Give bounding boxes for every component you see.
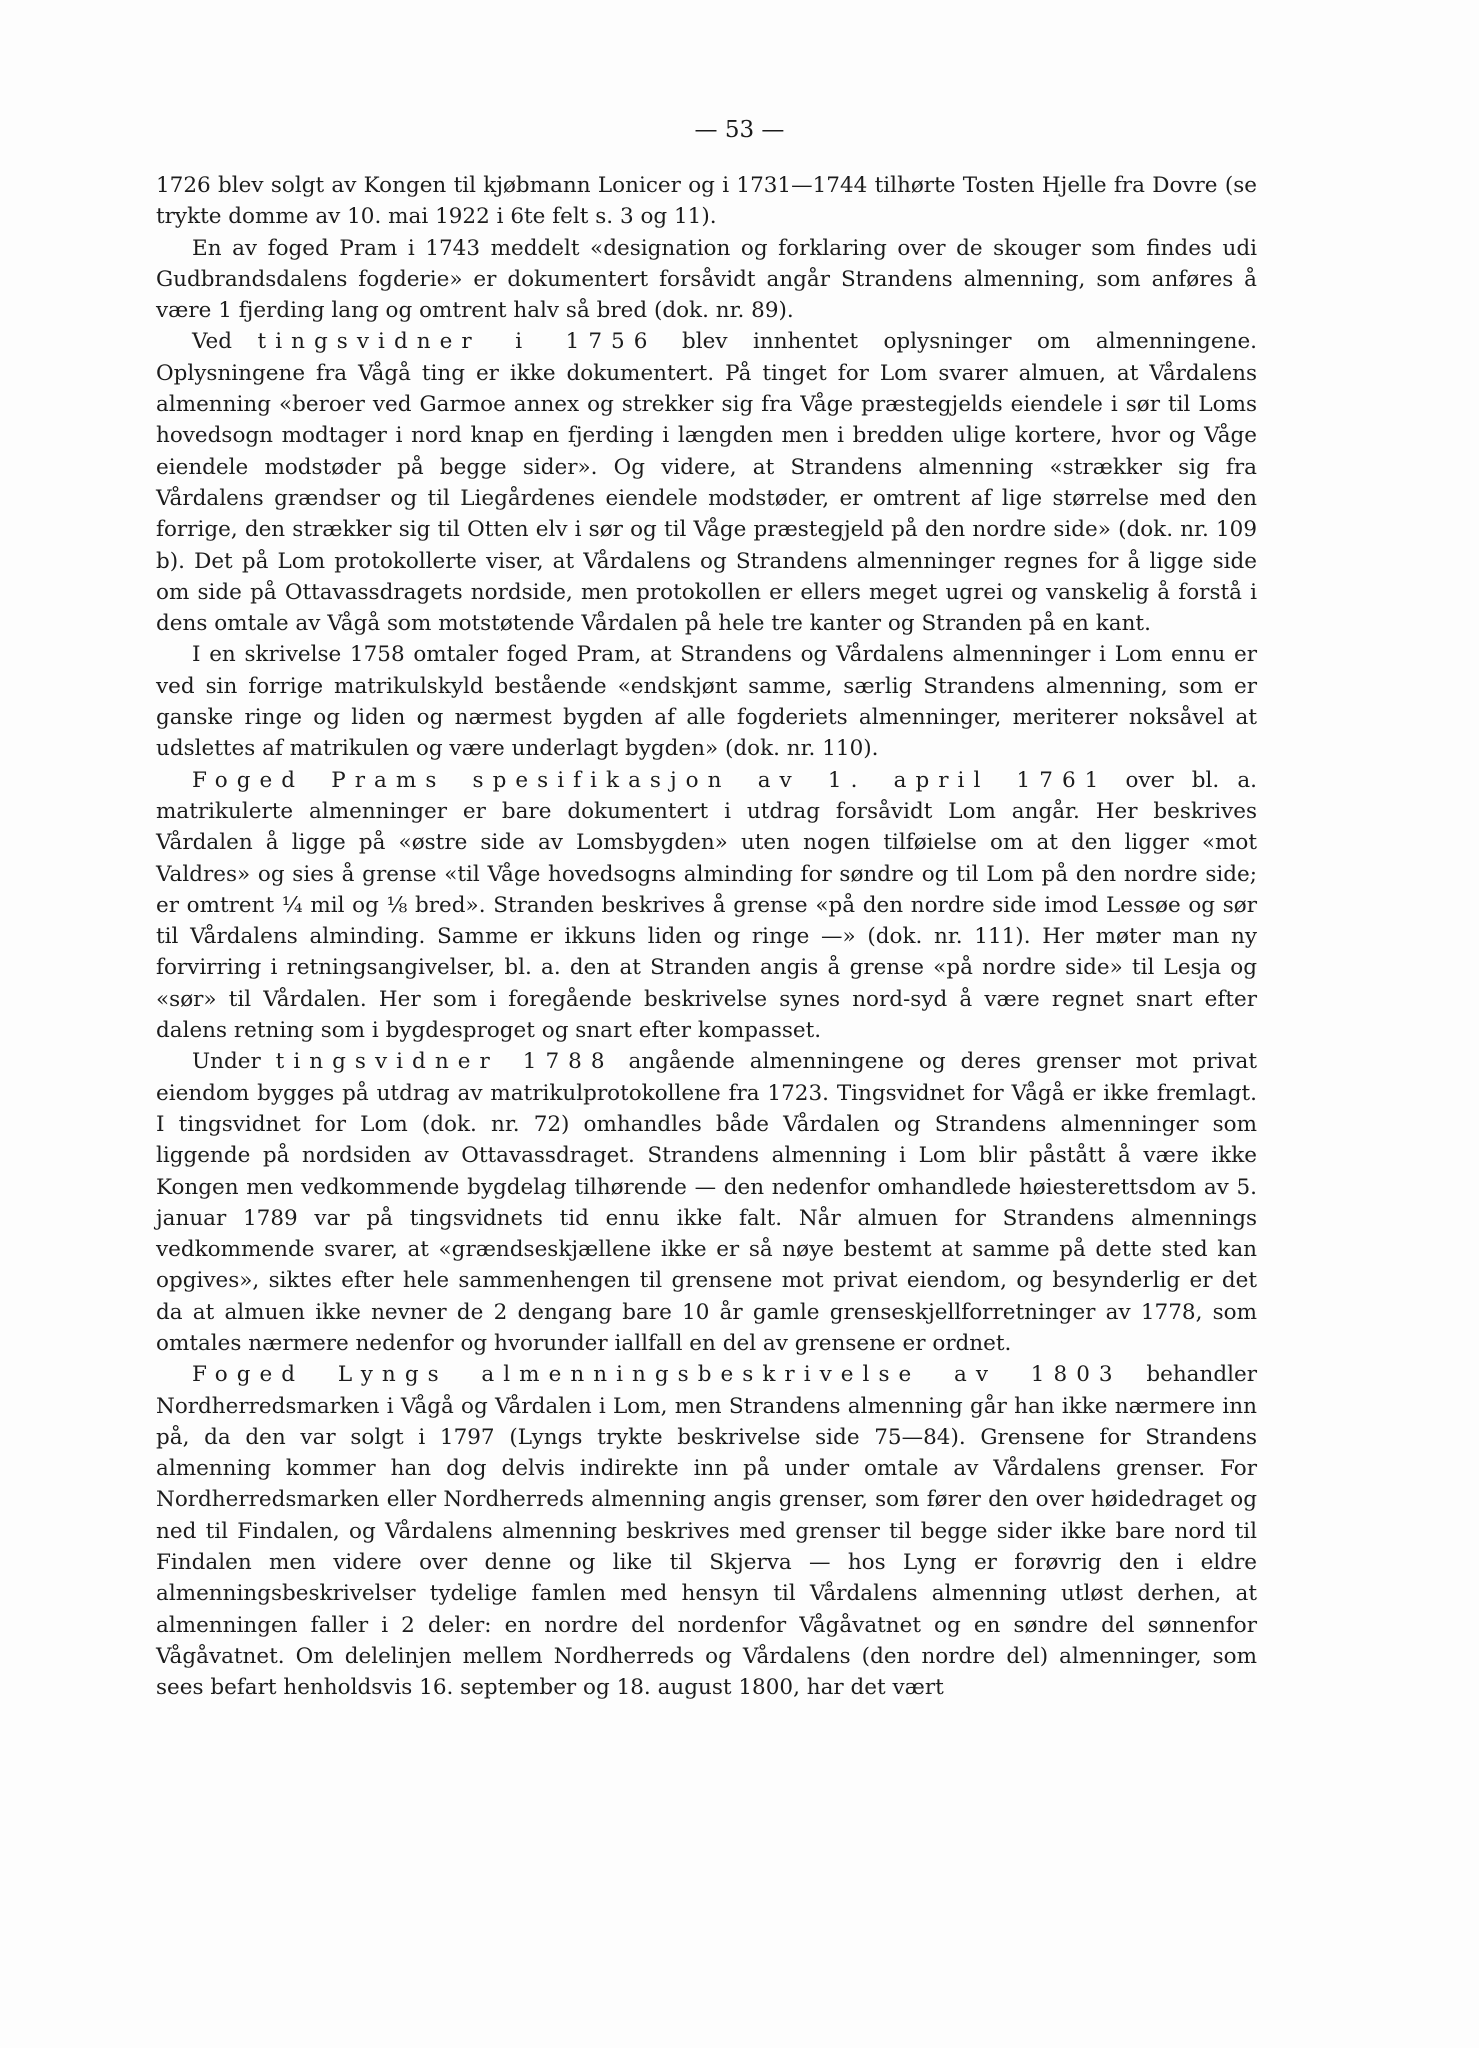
body-text	[156, 170, 1257, 1704]
paragraph	[156, 639, 1257, 764]
paragraph-text: Under	[192, 1049, 276, 1075]
paragraph	[156, 1359, 1257, 1703]
paragraph-text: I en skrivelse 1758 omtaler foged Pram, at Strandens og Vårdalens almenninger i Lom ennu er ved sin forrige matrikulskyld bestående «endskjønt samme, særlig Strandens almenning, som er ganske ringe og liden og nærmest bygden af alle fogderiets almenninger, meriterer noksåvel at udslettes af matrikulen og være underlagt bygden» (dok. nr. 110).	[156, 642, 1257, 762]
paragraph-text: En av foged Pram i 1743 meddelt «designation og forklaring over de skouger som findes udi Gudbrandsdalens fogderie» er dokumentert forsåvidt angår Strandens almenning, som anføres å være 1 fjerding lang og omtrent halv så bred (dok. nr. 89).	[156, 235, 1257, 324]
paragraph-text: 1726 blev solgt av Kongen til kjøbmann Lonicer og i 1731—1744 tilhørte Tosten Hjelle fra Dovre (se trykte domme av 10. mai 1922 i 6te felt s. 3 og 11).	[156, 173, 1257, 230]
paragraph-text: over bl. a. matrikulerte almenninger er bare dokumentert i utdrag forsåvidt Lom angår. Her beskrives Vårdalen å ligge på «østre side av Lomsbygden» uten nogen tilføielse om at den ligger «mot Valdres» og sies å grense «til Våge hovedsogns alminding for søndre og til Lom på den nordre side; er omtrent ¼ mil og ⅛ bred». Stranden beskrives å grense «på den nordre side imod Lessøe og sør til Vårdalens alminding. Samme er ikkuns liden og ringe —» (dok. nr. 111). Her møter man ny forvirring i retningsangivelser, bl. a. den at Stranden angis å grense «på nordre side» til Lesja og «sør» til Vårdalen. Her som i foregående beskrivelse synes nord-syd å være regnet snart efter dalens retning som i bygdesproget og snart efter kompasset.	[156, 767, 1257, 1044]
paragraph	[156, 326, 1257, 639]
spaced-emphasis-text: Foged Lyngs almenningsbeskrivelse av 1803	[192, 1362, 1122, 1388]
paragraph-text: angående almenningene og deres grenser mot privat eiendom bygges på utdrag av matrikulprotokollene fra 1723. Tingsvidnet for Vågå er ikke fremlagt. I tingsvidnet for Lom (dok. nr. 72) omhandles både Vårdalen og Strandens almenninger som liggende på nordsiden av Ottavassdraget. Strandens almenning i Lom blir påstått å være ikke Kongen men vedkommende bygdelag tilhørende — den nedenfor omhandlede høiesterettsdom av 5. januar 1789 var på tingsvidnets tid ennu ikke falt. Når almuen for Strandens almennings vedkommende svarer, at «grændseskjællene ikke er så nøye bestemt at samme på dette sted kan opgives», siktes efter hele sammenhengen til grensene mot privat eiendom, og besynderlig er det da at almuen ikke nevner de 2 dengang bare 10 år gamle grenseskjellforretninger av 1778, som omtales nærmere nedenfor og hvorunder iallfall en del av grensene er ordnet.	[156, 1049, 1257, 1356]
page-number: — 53 —	[694, 117, 785, 143]
paragraph-text: Ved	[192, 329, 258, 355]
paragraph-text: behandler Nordherredsmarken i Vågå og Vårdalen i Lom, men Strandens almenning går han ikke nærmere inn på, da den var solgt i 1797 (Lyngs trykte beskrivelse side 75—84). Grensene for Strandens almenning kommer han dog delvis indirekte inn på under omtale av Vårdalens grenser. For Nordherredsmarken eller Nordherreds almenning angis grenser, som fører den over høidedraget og ned til Findalen, og Vårdalens almenning beskrives med grenser til begge sider ikke bare nord til Findalen men videre over denne og like til Skjerva — hos Lyng er forøvrig den i eldre almenningsbeskrivelser tydelige famlen med hensyn til Vårdalens almenning utløst derhen, at almenningen faller i 2 deler: en nordre del nordenfor Vågåvatnet og en søndre del sønnenfor Vågåvatnet. Om delelinjen mellem Nordherreds og Vårdalens (den nordre del) almenninger, som sees befart henholdsvis 16. september og 18. august 1800, har det vært	[156, 1362, 1257, 1701]
paragraph	[156, 1046, 1257, 1359]
spaced-emphasis-text: tingsvidner 1788	[275, 1049, 614, 1075]
paragraph-text: blev innhentet oplysninger om almenningene. Oplysningene fra Vågå ting er ikke dokumentert. På tinget for Lom svarer almuen, at Vårdalens almenning «beroer ved Garmoe annex og strekker sig fra Våge præstegjelds eiendele i sør til Loms hovedsogn modtager i nord knap en fjerding i længden men i bredden ulige kortere, hvor og Våge eiendele modstøder på begge sider». Og videre, at Strandens almenning «strækker sig fra Vårdalens grændser og til Liegårdenes eiendele modstøder, er omtrent af lige størrelse med den forrige, den strækker sig til Otten elv i sør og til Våge præstegjeld på den nordre side» (dok. nr. 109 b). Det på Lom protokollerte viser, at Vårdalens og Strandens almenninger regnes for å ligge side om side på Ottavassdragets nordside, men protokollen er ellers meget ugrei og vanskelig å forstå i dens omtale av Vågå som motstøtende Vårdalen på hele tre kanter og Stranden på en kant.	[156, 329, 1258, 637]
paragraph	[156, 233, 1257, 327]
paragraph	[156, 170, 1257, 233]
spaced-emphasis-text: Foged Prams spesifikasjon av 1. april 1761	[192, 767, 1108, 793]
paragraph	[156, 765, 1257, 1047]
spaced-emphasis-text: tingsvidner i 1756	[257, 329, 657, 355]
